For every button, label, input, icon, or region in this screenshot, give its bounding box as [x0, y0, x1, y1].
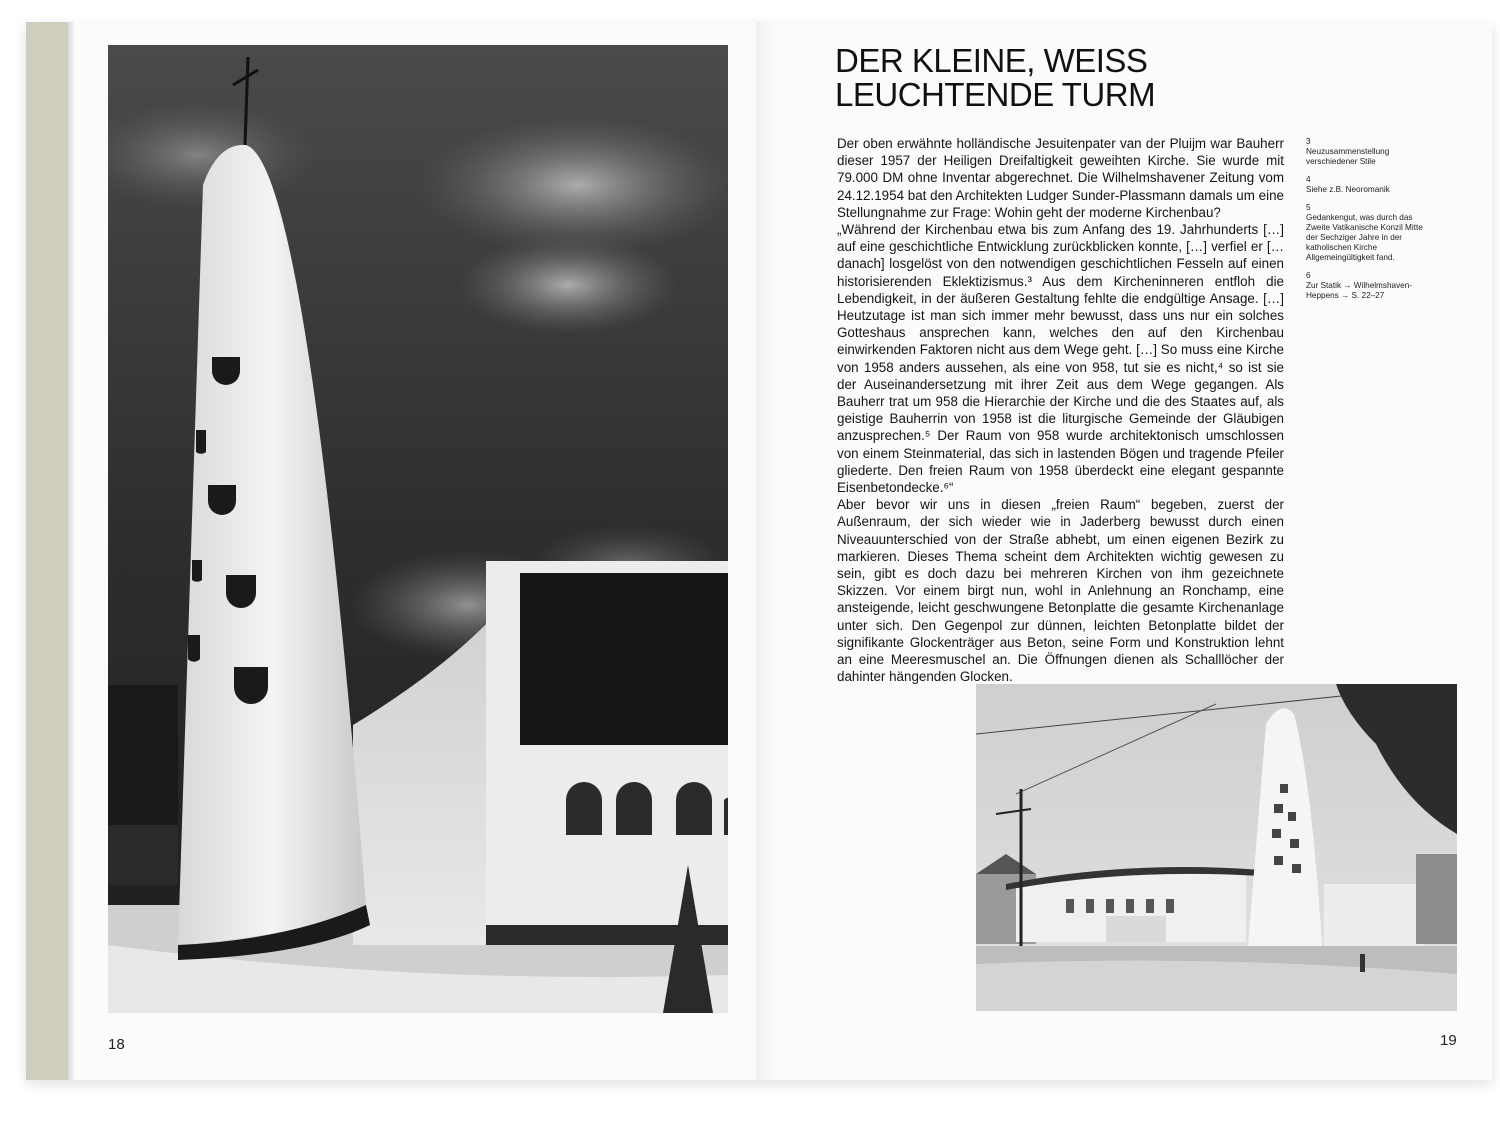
footnote: [1306, 175, 1428, 195]
footnote: [1306, 271, 1428, 301]
title-line-1: DER KLEINE, WEISS: [835, 42, 1148, 79]
footnote-text: Zur Statik → Wilhelmshaven-Heppens → S. 22–27: [1306, 281, 1413, 300]
paragraph-1: Der oben erwähnte holländische Jesuitenpater van der Pluijm war Bauherr dieser 1957 der Heiligen Dreifaltigkeit geweihten Kirche. Sie wurde mit 79.000 DM ohne Inventar abgerechnet. Die Wilhelmshavener Zeitung vom 24.12.1954 bat den Architekten Ludger Sunder-Plassmann damals um eine Stellungnahme zur Frage: Wohin geht der moderne Kirchenbau?: [837, 136, 1284, 220]
footnote-text: Neuzusammenstellung verschiedener Stile: [1306, 147, 1390, 166]
footnote: [1306, 203, 1428, 263]
church-street-photo: [976, 684, 1457, 1011]
article-title: [835, 44, 1295, 112]
page-stack-edge: [68, 22, 74, 1080]
footnote-number: 5: [1306, 203, 1311, 212]
footnote-text: Gedankengut, was durch das Zweite Vatikanische Konzil Mitte der Sechziger Jahre in der katholischen Kirche Allgemeingültigkeit fand.: [1306, 213, 1423, 262]
bell-tower-photo: [108, 45, 728, 1013]
footnotes: [1306, 137, 1428, 309]
footnote-text: Siehe z.B. Neoromanik: [1306, 185, 1390, 194]
paragraph-3: Aber bevor wir uns in diesen „freien Raum“ begeben, zuerst der Außenraum, der sich wieder wie in Jaderberg bewusst durch einen Niveauunterschied von der Straße abhebt, um einen eigenen Bezirk zu markieren. Dieses Thema scheint dem Architekten wichtig gewesen zu sein, gibt es doch dazu bei mehreren Kirchen von ihm gezeichnete Skizzen. Vor einem birgt nun, wohl in Anlehnung an Ronchamp, eine ansteigende, leicht geschwungene Betonplatte die gesamte Kirchenanlage unter sich. Den Gegenpol zur dünnen, leichten Betonplatte bildet der signifikante Glockenträger aus Beton, seine Form und Konstruktion lehnt an eine Meeresmuschel an. Die Öffnungen dienen als Schalllöcher der dahinter hängenden Glocken.: [837, 497, 1284, 685]
book-cover-edge: [26, 22, 68, 1080]
footnote-number: 4: [1306, 175, 1311, 184]
footnote: [1306, 137, 1428, 167]
book-gutter: [756, 22, 786, 1080]
footnote-number: 3: [1306, 137, 1311, 146]
page-number-left: 18: [108, 1036, 125, 1053]
title-line-2: LEUCHTENDE TURM: [835, 76, 1156, 113]
article-body: [837, 135, 1284, 686]
footnote-number: 6: [1306, 271, 1311, 280]
paragraph-2-quote: „Während der Kirchenbau etwa bis zum Anfang des 19. Jahrhunderts […] auf eine geschichtliche Entwicklung zurückblicken konnte, […] verfiel er [… danach] losgelöst von den notwendigen geschichtlichen Fesseln auf einen historisierenden Eklektizismus.³ Aus dem Kircheninneren entfloh die Lebendigkeit, in der äußeren Gestaltung fehlte die endgültige Ansage. […] Heutzutage ist man sich immer mehr bewusst, dass uns nur ein solches Gotteshaus ansprechen kann, welches den auf den Kirchenbau einwirkenden Faktoren nicht aus dem Wege geht. […] So muss eine Kirche von 1958 anders aussehen, als eine von 958, tut sie es nicht,⁴ so ist sie der Auseinandersetzung mit ihrer Zeit aus dem Wege gegangen. Als Bauherr trat um 958 die Hierarchie der Kirche und die des Staates auf, als geistige Bauherrin von 1958 ist die liturgische Gemeinde der Gläubigen anzusprechen.⁵ Der Raum von 958 wurde architektonisch umschlossen von einem Steinmaterial, das sich in lastenden Bögen und tragende Pfeiler gliederte. Den freien Raum von 1958 überdeckt eine elegant gespannte Eisenbetondecke.⁶“: [837, 222, 1284, 496]
page-number-right: 19: [1440, 1032, 1457, 1049]
